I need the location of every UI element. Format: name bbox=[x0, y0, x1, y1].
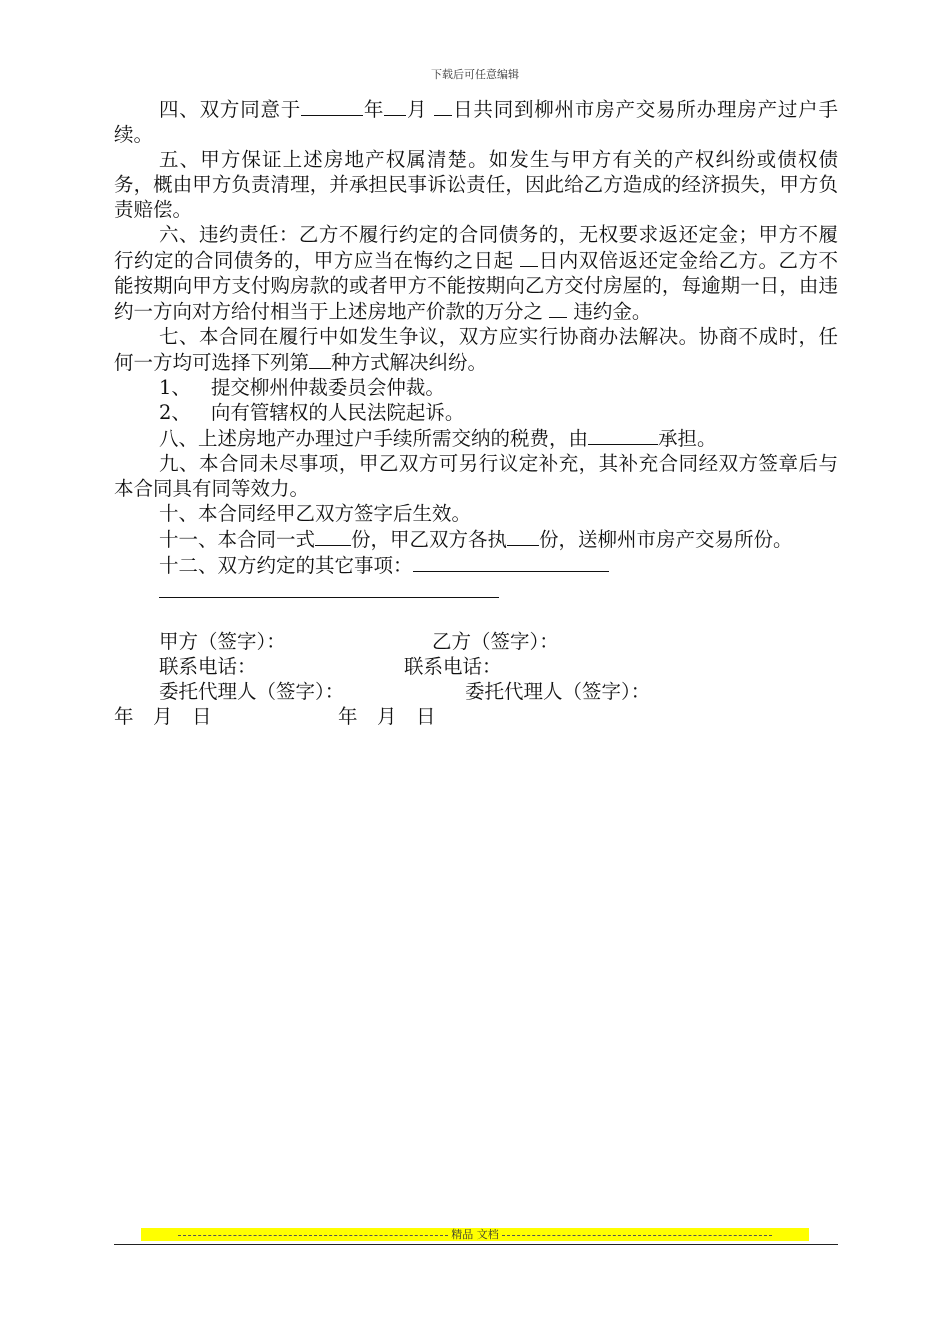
blank-other-matters-1 bbox=[413, 552, 609, 572]
party-a-date-label: 年 月 日 bbox=[114, 705, 212, 728]
clause-11-text-b: 份，甲乙双方各执 bbox=[351, 528, 508, 551]
blank-tax-payer bbox=[588, 425, 658, 445]
clause-7 bbox=[114, 324, 838, 375]
clause-12 bbox=[114, 552, 838, 578]
page-header: 下载后可任意编辑 bbox=[431, 68, 519, 81]
party-b-agent-label: 委托代理人（签字）： bbox=[465, 680, 651, 703]
party-b-date-label: 年 月 日 bbox=[338, 705, 436, 728]
party-a-agent-label: 委托代理人（签字）： bbox=[159, 680, 345, 703]
blank-copies-total bbox=[315, 526, 351, 546]
clause-11 bbox=[114, 526, 838, 552]
clause-7-option-1 bbox=[114, 375, 838, 400]
clause-10: 十、本合同经甲乙双方签字后生效。 bbox=[159, 502, 472, 525]
clause-11-text-a: 十一、本合同一式 bbox=[159, 528, 316, 551]
footer-dash-right bbox=[502, 1235, 772, 1236]
signature-row-phone bbox=[114, 654, 838, 679]
clause-6-text-c: 违约金。 bbox=[573, 300, 652, 323]
clause-6 bbox=[114, 222, 838, 324]
clause-4-rest: 日共同到柳州市房产交易所办理房产过户手续。 bbox=[114, 98, 838, 146]
clause-8 bbox=[114, 425, 838, 451]
clause-12-text: 十二、双方约定的其它事项： bbox=[159, 554, 413, 577]
footer-rule bbox=[114, 1244, 838, 1245]
clause-9: 九、本合同未尽事项，甲乙双方可另行议定补充，其补充合同经双方签章后与本合同具有同等效力。 bbox=[114, 452, 838, 500]
blank-dispute-option bbox=[309, 349, 331, 369]
clause-6-text-b: 日内双倍返还定金给乙方。乙方不能按期向甲方支付购房款的或者甲方不能按期向乙方交付房屋的，每逾期一日，由违约一方向对方给付相当于上述房地产价款的万分之 bbox=[114, 249, 838, 323]
option-2-number: 2、 bbox=[159, 401, 191, 424]
blank-refund-days bbox=[520, 247, 538, 267]
clause-4-text: 四、双方同意于 bbox=[159, 98, 302, 121]
clause-4 bbox=[114, 96, 838, 147]
blank-penalty-rate bbox=[549, 298, 567, 318]
clause-8-text-a: 八、上述房地产办理过户手续所需交纳的税费，由 bbox=[159, 427, 589, 450]
signature-row-date bbox=[114, 704, 838, 729]
footer-banner bbox=[141, 1228, 809, 1241]
clause-7-text-b: 种方式解决纠纷。 bbox=[331, 351, 488, 374]
blank-month bbox=[384, 96, 406, 116]
clause-5: 五、甲方保证上述房地产权属清楚。如发生与甲方有关的产权纠纷或债权债务，概由甲方负责清理，并承担民事诉讼责任，因此给乙方造成的经济损失，甲方负责赔偿。 bbox=[114, 148, 838, 221]
party-a-phone-label: 联系电话： bbox=[159, 655, 257, 678]
party-b-signature-label: 乙方（签字）： bbox=[432, 630, 559, 653]
blank-day bbox=[434, 96, 452, 116]
clause-6-text-a: 六、违约责任：乙方不履行约定的合同债务的，无权要求返还定金；甲方不履行约定的合同债务的，甲方应当在悔约之日起 bbox=[114, 223, 838, 272]
clause-4-month-label: 月 bbox=[406, 98, 428, 121]
option-2-text: 向有管辖权的人民法院起诉。 bbox=[210, 401, 465, 424]
signature-row-agent bbox=[114, 679, 838, 704]
blank-other-matters-2 bbox=[159, 578, 499, 598]
clause-7-text-a: 七、本合同在履行中如发生争议，双方应实行协商办法解决。协商不成时，任何一方均可选择下列第 bbox=[114, 325, 838, 374]
blank-copies-each bbox=[507, 526, 539, 546]
party-b-phone-label: 联系电话： bbox=[404, 655, 502, 678]
party-a-signature-label: 甲方（签字）： bbox=[159, 630, 286, 653]
option-1-text: 提交柳州仲裁委员会仲裁。 bbox=[210, 376, 445, 399]
footer-dash-left bbox=[178, 1235, 448, 1236]
clause-4-year-label: 年 bbox=[363, 98, 385, 121]
clause-7-option-2 bbox=[114, 400, 838, 425]
clause-11-text-c: 份，送柳州市房产交易所份。 bbox=[539, 528, 793, 551]
clause-8-text-b: 承担。 bbox=[658, 427, 717, 450]
signature-row-sign bbox=[114, 629, 838, 654]
option-1-number: 1、 bbox=[159, 376, 191, 399]
contract-body bbox=[114, 96, 838, 729]
blank-year bbox=[301, 96, 363, 116]
footer-text: 精品 文档 bbox=[451, 1228, 499, 1241]
clause-12-line-2 bbox=[114, 578, 838, 604]
